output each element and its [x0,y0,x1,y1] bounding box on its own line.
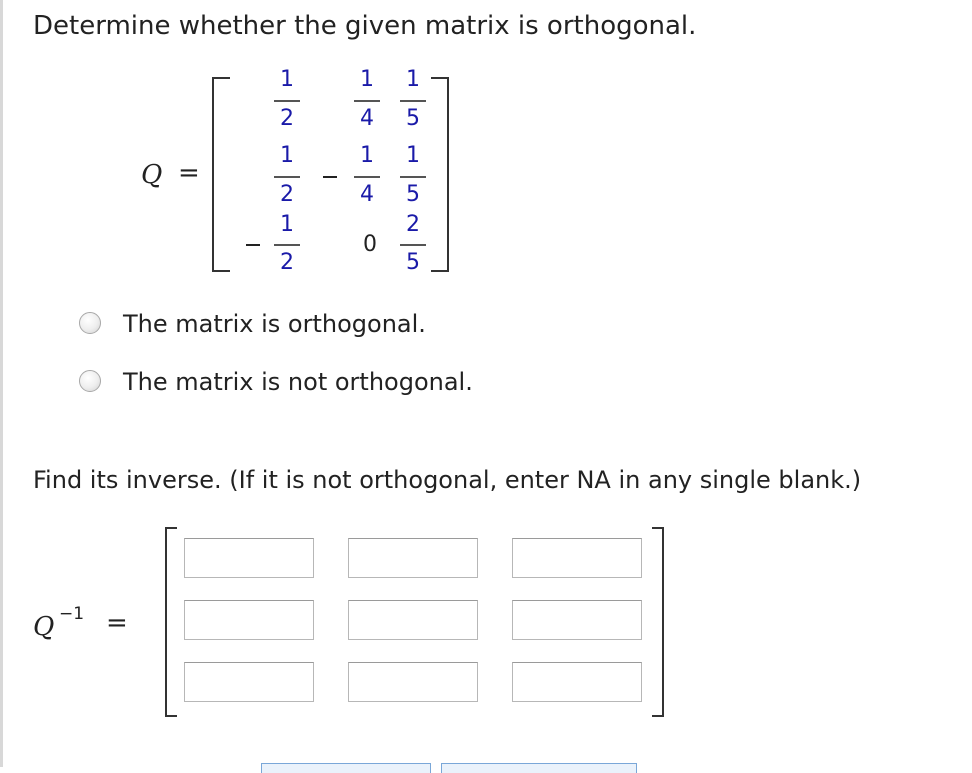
inverse-blank-r2-c0[interactable] [184,662,314,702]
inverse-superscript: −1 [59,604,85,624]
numerator: 1 [406,143,420,168]
inverse-label: Q [33,612,55,642]
numerator: 1 [360,67,374,92]
fraction-bar [274,100,300,102]
inverse-blank-r2-c1[interactable] [348,662,478,702]
cell-value: 0 [363,232,377,257]
question-prompt: Determine whether the given matrix is orthogonal. [33,11,697,41]
left-bracket [165,527,177,717]
inverse-blank-r2-c2[interactable] [512,662,642,702]
inverse-equals-sign: = [106,608,128,638]
inverse-prompt: Find its inverse. (If it is not orthogonal, enter NA in any single blank.) [33,466,862,494]
fraction-bar [354,100,380,102]
denominator: 5 [406,182,420,207]
fraction-bar [274,176,300,178]
numerator: 1 [360,143,374,168]
bottom-button-left[interactable] [261,763,431,773]
fraction-bar [274,244,300,246]
numerator: 2 [406,212,420,237]
inverse-blank-r0-c0[interactable] [184,538,314,578]
right-bracket [652,527,664,717]
denominator: 4 [360,182,374,207]
inverse-blank-r0-c1[interactable] [348,538,478,578]
equals-sign: = [178,158,200,188]
minus-sign [246,244,260,246]
denominator: 2 [280,182,294,207]
option-label[interactable]: The matrix is orthogonal. [123,310,426,338]
denominator: 2 [280,106,294,131]
numerator: 1 [406,67,420,92]
fraction-bar [400,244,426,246]
fraction-bar [400,100,426,102]
right-bracket [431,77,449,272]
denominator: 2 [280,250,294,275]
minus-sign [323,176,337,178]
inverse-blank-r1-c2[interactable] [512,600,642,640]
numerator: 1 [280,212,294,237]
denominator: 5 [406,250,420,275]
inverse-blank-r0-c2[interactable] [512,538,642,578]
radio-button[interactable] [79,312,101,334]
option-label[interactable]: The matrix is not orthogonal. [123,368,473,396]
left-bracket [212,77,230,272]
radio-button[interactable] [79,370,101,392]
matrix-label: Q [141,160,163,190]
denominator: 4 [360,106,374,131]
bottom-button-right[interactable] [441,763,637,773]
inverse-blank-r1-c0[interactable] [184,600,314,640]
left-border [0,0,3,767]
inverse-blank-r1-c1[interactable] [348,600,478,640]
numerator: 1 [280,143,294,168]
denominator: 5 [406,106,420,131]
fraction-bar [400,176,426,178]
numerator: 1 [280,67,294,92]
fraction-bar [354,176,380,178]
